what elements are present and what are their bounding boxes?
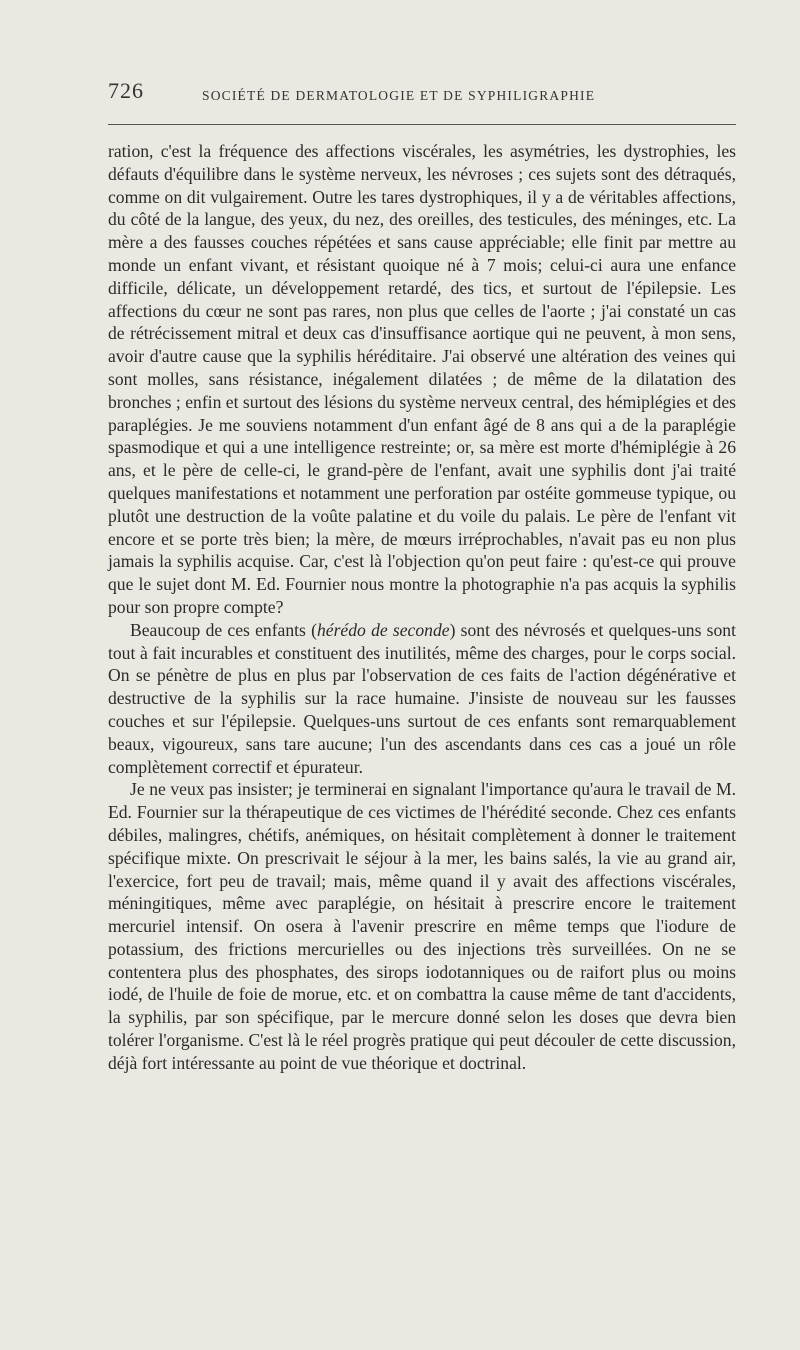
paragraph-1: ration, c'est la fréquence des affections viscérales, les asymétries, les dystrophies, les défauts d'équilibre dans le système nerveux, les névroses ; ces sujets sont des détraqués, comme on dit vulgairement. Outre les tares dystrophiques, il y a de véritables affections, du côté de la langue, des yeux, du nez, des oreilles, des testicules, des méninges, etc. La mère a des fausses couches répétées et sans cause appréciable; elle finit par mettre au monde un enfant vivant, et résistant quoique né à 7 mois; celui-ci aura une enfance difficile, délicate, un développement retardé, des tics, et surtout de l'épilepsie. Les affections du cœur ne sont pas rares, non plus que celles de l'aorte ; j'ai constaté un cas de rétrécissement mitral et deux cas d'insuffisance aortique qui ne peuvent, à mon sens, avoir d'autre cause que la syphilis héréditaire. J'ai observé une altération des veines qui sont molles, sans résistance, inégalement dilatées ; de même de la dilatation des bronches ; enfin et surtout des lésions du système nerveux central, des hémiplégies et des paraplégies. Je me souviens notamment d'un enfant âgé de 8 ans qui a de la paraplégie spasmodique et qui a une intelligence restreinte; or, sa mère est morte d'hémiplégie à 26 ans, et le père de celle-ci, le grand-père de l'enfant, avait une syphilis dont j'ai traité quelques manifestations et notamment une perforation par ostéite gommeuse typique, ou plutôt une destruction de la voûte palatine et du voile du palais. Le père de l'enfant vit encore et se porte très bien; la mère, de mœurs irréprochables, n'avait pas eu non plus jamais la syphilis acquise. Car, c'est là l'objection qu'on peut faire : qu'est-ce qui prouve que le sujet dont M. Ed. Fournier nous montre la photographie n'a pas acquis la syphilis pour son propre compte? — [108, 141, 736, 617]
paragraph-2-before: Beaucoup de ces enfants ( — [130, 619, 317, 640]
page-header — [108, 78, 738, 108]
paragraph-3: Je ne veux pas insister; je terminerai en signalant l'importance qu'aura le travail de M. Ed. Fournier sur la thérapeutique de ces victimes de l'hérédité seconde. Chez ces enfants débiles, malingres, chétifs, anémiques, on hésitait complètement à donner le traitement spécifique mixte. On prescrivait le séjour à la mer, les bains salés, la vie au grand air, l'exercice, fort peu de travail; mais, même quand il y avait des affections viscérales, méningitiques, même avec paraplégie, on hésitait à prescrire encore le traitement mercuriel intensif. On osera à l'avenir prescrire en même temps que l'iodure de potassium, des frictions mercurielles ou des injections très surveillées. On ne se contentera plus des phosphates, des sirops iodotanniques ou de raifort plus ou moins iodé, de l'huile de foie de morue, etc. et on combattra la cause même de tant d'accidents, la syphilis, par son spécifique, par le mercure donné selon les doses que devra bien tolérer l'organisme. C'est là le réel progrès pratique qui peut découler de cette discussion, déjà fort intéressante au point de vue théorique et doctrinal. — [108, 779, 736, 1073]
body-text — [108, 140, 736, 1075]
page-number: 726 — [108, 78, 144, 103]
running-title: SOCIÉTÉ DE DERMATOLOGIE ET DE SYPHILIGRAPHIE — [202, 88, 596, 103]
paragraph-2-italic: hérédo de seconde — [316, 619, 450, 640]
header-rule — [108, 124, 736, 125]
paragraph-2 — [108, 619, 736, 779]
paragraph-2-after: ) sont des névrosés et quelques-uns sont tout à fait incurables et constituent des inutilités, même des charges, pour le corps social. On se pénètre de plus en plus par l'observation de ces faits de l'action dégénérative et destructive de la syphilis sur la race humaine. J'insiste de nouveau sur les fausses couches et sur l'épilepsie. Quelques-uns surtout de ces enfants sont remarquablement beaux, vigoureux, sans tare aucune; l'un des ascendants dans ces cas a joué un rôle complètement correctif et épurateur. — [108, 619, 736, 777]
